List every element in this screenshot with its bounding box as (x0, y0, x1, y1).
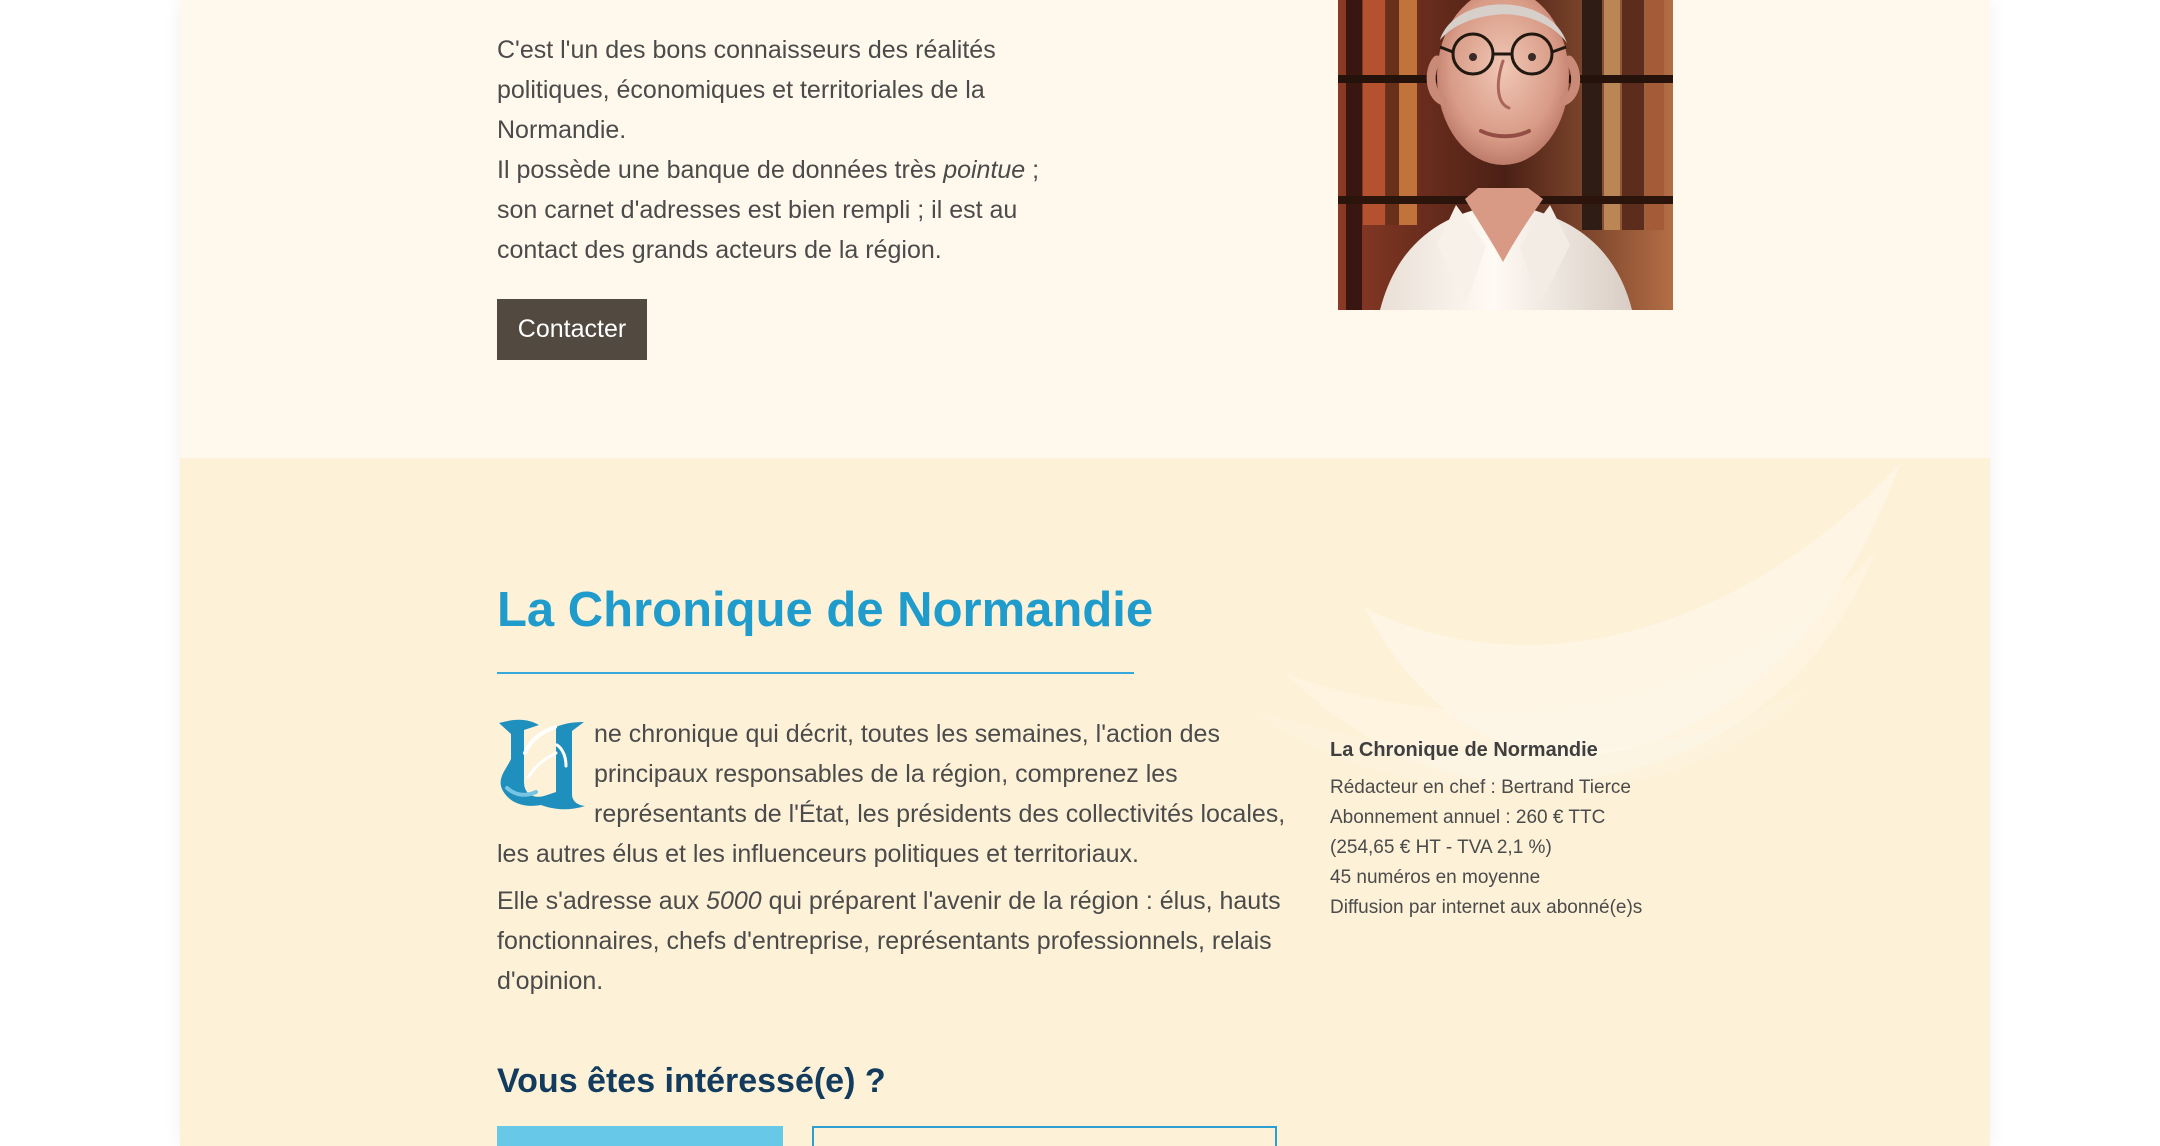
audience-text-before: Elle s'adresse aux (497, 887, 707, 915)
secondary-action-button[interactable] (812, 1126, 1277, 1146)
author-portrait (1338, 0, 1673, 310)
chronique-info-card (1330, 737, 1710, 923)
interest-heading: Vous êtes intéressé(e) ? (497, 1062, 886, 1100)
author-bio-paragraph-2-before: Il possède une banque de données très (497, 156, 944, 184)
editor-line: Rédacteur en chef : Bertrand Tierce (1330, 777, 1631, 798)
chronique-title: La Chronique de Normandie (497, 583, 1154, 637)
author-portrait-illustration (1338, 0, 1673, 310)
intro-line: les autres élus et les influenceurs politiques et territoriaux. (497, 840, 1139, 868)
tax-line: (254,65 € HT - TVA 2,1 %) (1330, 837, 1552, 858)
author-bio-paragraph-1: C'est l'un des bons connaisseurs des réalités politiques, économiques et territoriales de la Normandie. (497, 36, 996, 144)
intro-line: ne chronique qui décrit, toutes les semaines, l'action des (594, 720, 1220, 748)
subscription-line: Abonnement annuel : 260 € TTC (1330, 807, 1606, 828)
intro-line: représentants de l'État, les présidents des collectivités locales, (594, 800, 1286, 828)
author-bio-emphasis: pointue (943, 156, 1026, 184)
intro-line: principaux responsables de la région, comprenez les (594, 760, 1178, 788)
author-bio-section (180, 0, 1990, 458)
title-divider (497, 672, 1134, 674)
author-bio-text (497, 30, 1057, 270)
chronique-section (180, 458, 1990, 1146)
audience-text-after: qui préparent l'avenir de la région : élus, hauts fonctionnaires, chefs d'entreprise, représentants professionnels, relais d'opinion. (497, 887, 1281, 995)
primary-action-button[interactable] (497, 1126, 783, 1146)
issues-line: 45 numéros en moyenne (1330, 867, 1541, 888)
info-card-title: La Chronique de Normandie (1330, 739, 1598, 761)
contact-button[interactable]: Contacter (497, 299, 647, 360)
chronique-intro-paragraph (497, 714, 1286, 874)
distribution-line: Diffusion par internet aux abonné(e)s (1330, 897, 1643, 918)
author-bio-paragraph-2-after: ; son carnet d'adresses est bien rempli ; il est au contact des grands acteurs de la région. (497, 156, 1040, 264)
audience-number: 5000 (706, 887, 762, 915)
audience-paragraph (497, 881, 1287, 1001)
content-sheet (180, 0, 1990, 1146)
